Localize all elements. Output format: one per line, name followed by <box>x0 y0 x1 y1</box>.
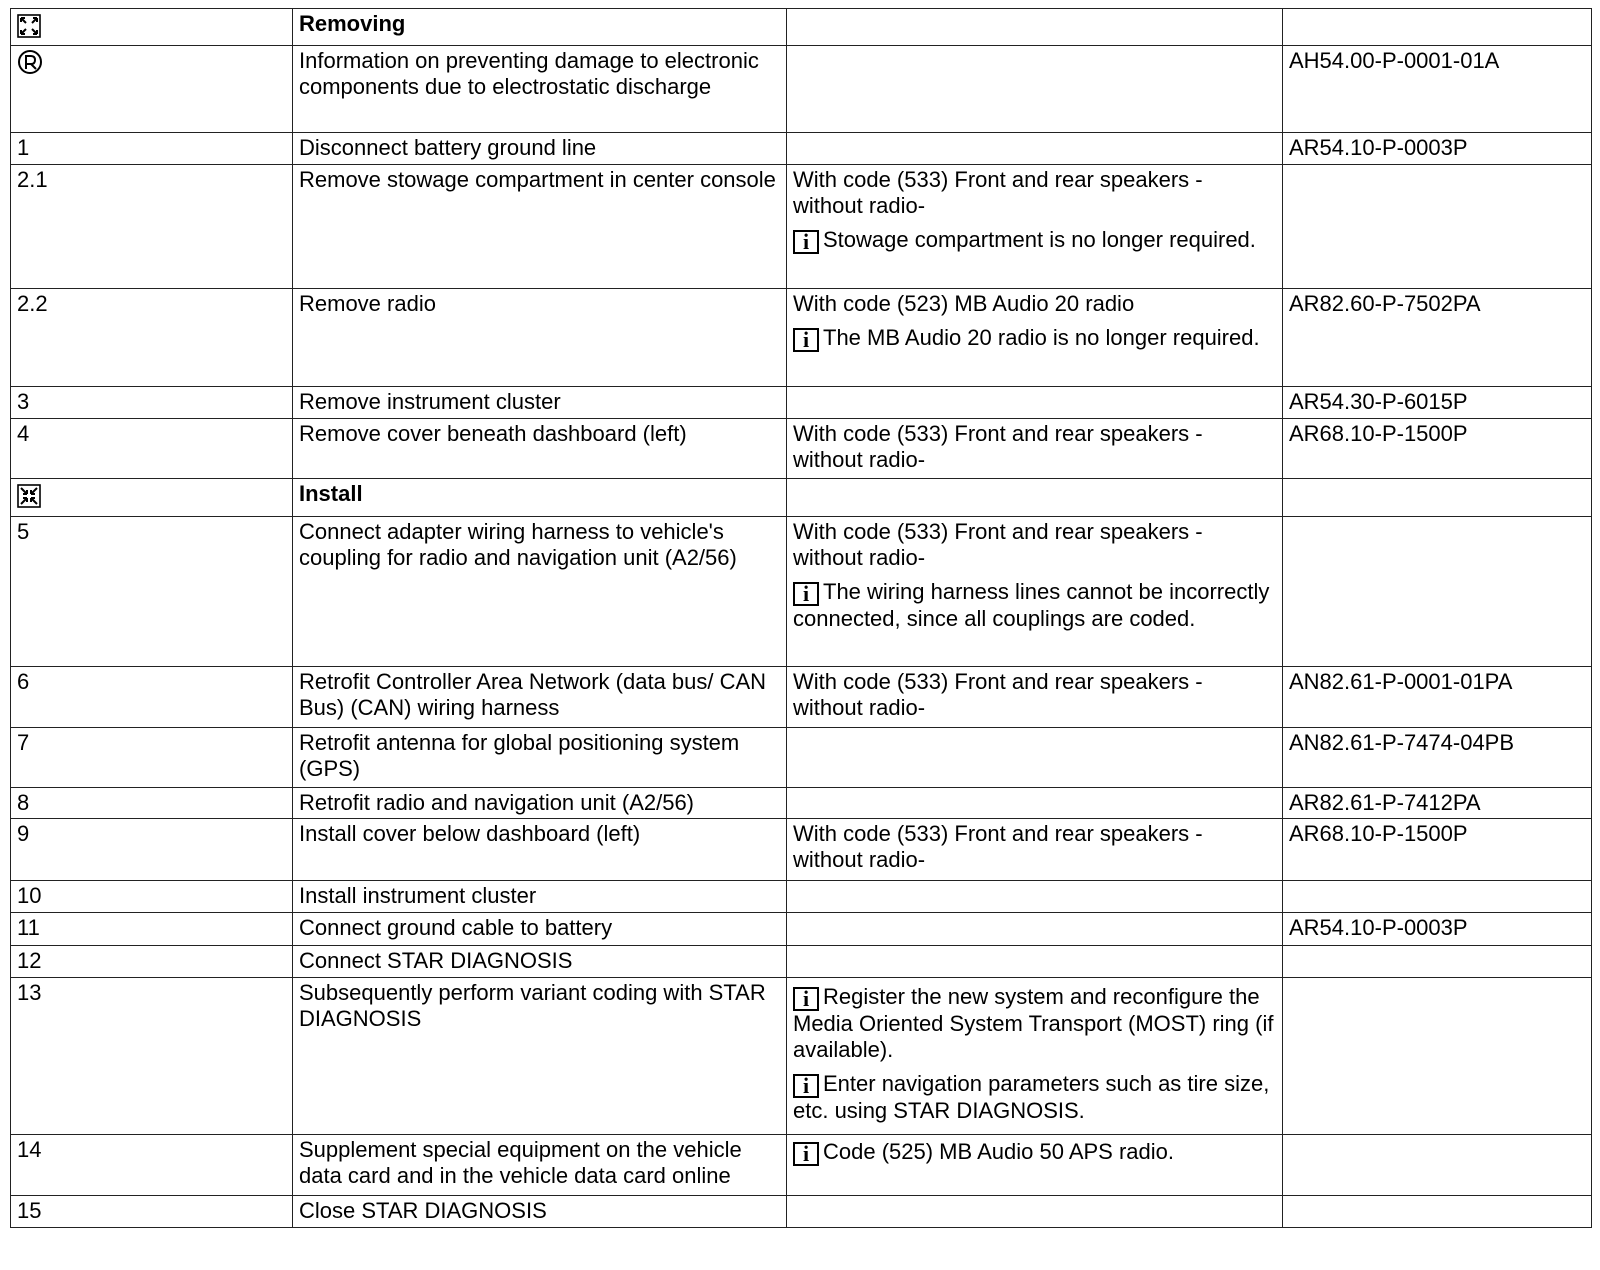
info-note <box>793 984 1276 1063</box>
step-description: Install instrument cluster <box>293 881 787 913</box>
step-number: 10 <box>11 881 293 913</box>
note-text: Stowage compartment is no longer required. <box>823 227 1256 252</box>
condition-cell <box>787 946 1283 978</box>
condition-cell <box>787 387 1283 419</box>
table-row <box>11 1196 1592 1228</box>
step-cell <box>11 46 293 133</box>
reference-cell <box>1283 1135 1592 1196</box>
note-text: Register the new system and reconfigure the Media Oriented System Transport (MOST) ring (if available). <box>793 984 1274 1062</box>
step-description: Information on preventing damage to electronic components due to electrostatic discharge <box>293 46 787 133</box>
info-note <box>793 325 1276 352</box>
step-description: Connect adapter wiring harness to vehicle's coupling for radio and navigation unit (A2/56) <box>293 517 787 667</box>
condition-text: With code (533) Front and rear speakers - without radio- <box>793 519 1203 570</box>
step-description: Connect ground cable to battery <box>293 913 787 946</box>
condition-cell <box>787 978 1283 1135</box>
table-row <box>11 165 1592 289</box>
reference-link[interactable]: AR68.10-P-1500P <box>1283 819 1592 881</box>
reference-cell <box>1283 946 1592 978</box>
condition-cell <box>787 913 1283 946</box>
condition-cell <box>787 881 1283 913</box>
note-text: The MB Audio 20 radio is no longer required. <box>823 325 1260 350</box>
table-row <box>11 728 1592 788</box>
esd-warning-icon <box>17 49 43 75</box>
reference-link[interactable]: AN82.61-P-0001-01PA <box>1283 667 1592 728</box>
step-number: 8 <box>11 788 293 819</box>
info-icon: i <box>793 987 819 1011</box>
expand-arrows-icon <box>17 14 41 38</box>
condition-cell <box>787 46 1283 133</box>
step-number: 2.1 <box>11 165 293 289</box>
note-text: The wiring harness lines cannot be incorrectly connected, since all couplings are coded. <box>793 579 1270 631</box>
section-title: Install <box>293 479 787 517</box>
reference-cell <box>1283 1196 1592 1228</box>
table-row <box>11 1135 1592 1196</box>
table-row <box>11 387 1592 419</box>
reference-cell <box>1283 165 1592 289</box>
info-icon: i <box>793 1074 819 1098</box>
reference-cell <box>1283 881 1592 913</box>
step-description: Remove stowage compartment in center console <box>293 165 787 289</box>
table-row <box>11 289 1592 387</box>
info-icon: i <box>793 1142 819 1166</box>
table-row <box>11 819 1592 881</box>
step-description: Retrofit Controller Area Network (data bus/ CAN Bus) (CAN) wiring harness <box>293 667 787 728</box>
reference-link[interactable]: AR54.10-P-0003P <box>1283 133 1592 165</box>
reference-cell <box>1283 517 1592 667</box>
reference-cell <box>1283 978 1592 1135</box>
condition-text: With code (533) Front and rear speakers - without radio- <box>787 819 1283 881</box>
reference-link[interactable]: AR54.10-P-0003P <box>1283 913 1592 946</box>
reference-link[interactable]: AR68.10-P-1500P <box>1283 419 1592 479</box>
reference-cell <box>1283 9 1592 46</box>
info-note <box>793 1139 1276 1166</box>
table-row <box>11 881 1592 913</box>
reference-link[interactable]: AN82.61-P-7474-04PB <box>1283 728 1592 788</box>
step-description: Retrofit radio and navigation unit (A2/56) <box>293 788 787 819</box>
step-number: 15 <box>11 1196 293 1228</box>
step-number: 1 <box>11 133 293 165</box>
info-icon: i <box>793 582 819 606</box>
info-icon: i <box>793 328 819 352</box>
condition-cell <box>787 9 1283 46</box>
step-description: Close STAR DIAGNOSIS <box>293 1196 787 1228</box>
step-number: 11 <box>11 913 293 946</box>
condition-cell <box>787 1135 1283 1196</box>
condition-cell <box>787 728 1283 788</box>
step-number: 12 <box>11 946 293 978</box>
reference-link[interactable]: AR82.61-P-7412PA <box>1283 788 1592 819</box>
info-icon: i <box>793 230 819 254</box>
note-text: Enter navigation parameters such as tire size, etc. using STAR DIAGNOSIS. <box>793 1071 1270 1123</box>
step-description: Retrofit antenna for global positioning system (GPS) <box>293 728 787 788</box>
step-description: Connect STAR DIAGNOSIS <box>293 946 787 978</box>
condition-cell <box>787 788 1283 819</box>
step-number: 5 <box>11 517 293 667</box>
condition-cell <box>787 479 1283 517</box>
section-row-install <box>11 479 1592 517</box>
table-row <box>11 133 1592 165</box>
table-row <box>11 667 1592 728</box>
condition-cell <box>787 517 1283 667</box>
condition-text: With code (533) Front and rear speakers - without radio- <box>793 167 1203 218</box>
procedure-page <box>10 8 1590 1228</box>
step-number: 9 <box>11 819 293 881</box>
step-description: Remove cover beneath dashboard (left) <box>293 419 787 479</box>
step-number: 14 <box>11 1135 293 1196</box>
condition-cell <box>787 1196 1283 1228</box>
condition-text: With code (533) Front and rear speakers - without radio- <box>787 419 1283 479</box>
condition-text: With code (523) MB Audio 20 radio <box>793 291 1135 316</box>
step-number: 3 <box>11 387 293 419</box>
reference-link[interactable]: AR54.30-P-6015P <box>1283 387 1592 419</box>
condition-cell <box>787 133 1283 165</box>
info-note <box>793 227 1276 254</box>
section-row-removing <box>11 9 1592 46</box>
table-row <box>11 946 1592 978</box>
condition-cell <box>787 165 1283 289</box>
step-description: Subsequently perform variant coding with STAR DIAGNOSIS <box>293 978 787 1135</box>
condition-text: With code (533) Front and rear speakers - without radio- <box>787 667 1283 728</box>
table-row <box>11 913 1592 946</box>
table-row <box>11 46 1592 133</box>
table-row <box>11 419 1592 479</box>
info-note <box>793 1071 1276 1124</box>
step-description: Disconnect battery ground line <box>293 133 787 165</box>
table-row <box>11 788 1592 819</box>
step-description: Remove radio <box>293 289 787 387</box>
reference-cell <box>1283 479 1592 517</box>
info-note <box>793 579 1276 632</box>
step-number: 6 <box>11 667 293 728</box>
step-cell <box>11 479 293 517</box>
table-row <box>11 517 1592 667</box>
step-description: Install cover below dashboard (left) <box>293 819 787 881</box>
step-number: 7 <box>11 728 293 788</box>
reference-link[interactable]: AH54.00-P-0001-01A <box>1283 46 1592 133</box>
collapse-arrows-icon <box>17 484 41 508</box>
table-row <box>11 978 1592 1135</box>
section-title: Removing <box>293 9 787 46</box>
procedure-table <box>10 8 1592 1228</box>
step-description: Supplement special equipment on the vehicle data card and in the vehicle data card online <box>293 1135 787 1196</box>
step-number: 2.2 <box>11 289 293 387</box>
step-number: 4 <box>11 419 293 479</box>
condition-cell <box>787 289 1283 387</box>
step-description: Remove instrument cluster <box>293 387 787 419</box>
step-cell <box>11 9 293 46</box>
reference-link[interactable]: AR82.60-P-7502PA <box>1283 289 1592 387</box>
step-number: 13 <box>11 978 293 1135</box>
note-text: Code (525) MB Audio 50 APS radio. <box>823 1139 1174 1164</box>
